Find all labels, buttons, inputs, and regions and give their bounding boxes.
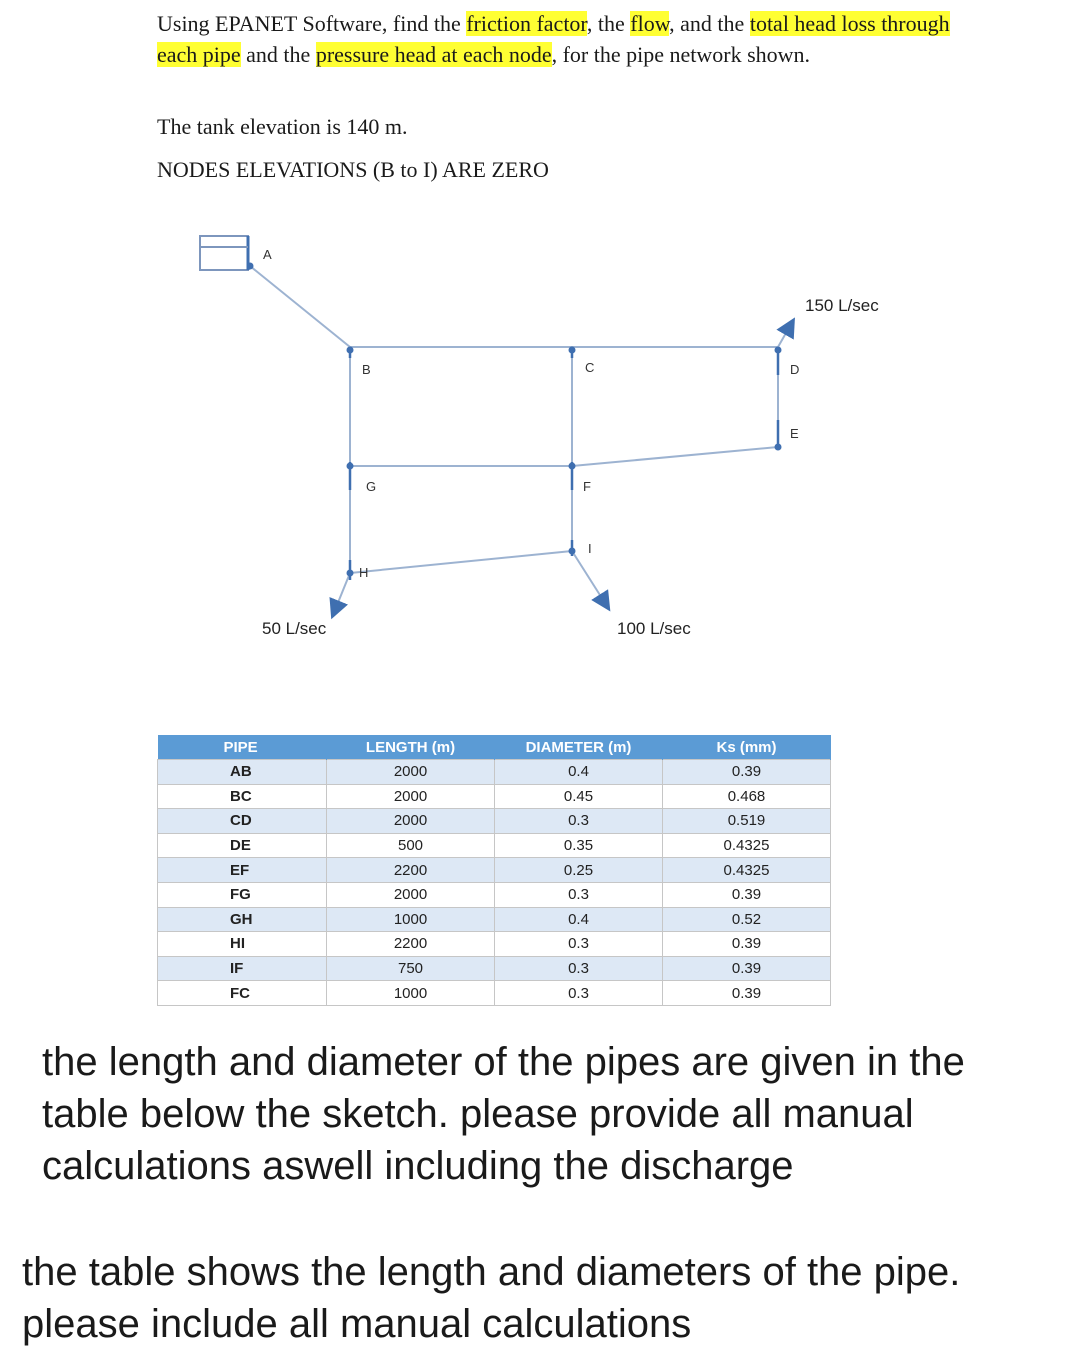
cell-pipe: EF: [158, 858, 327, 883]
label-F: F: [583, 479, 591, 494]
table-row: [158, 882, 831, 907]
cell-length: 2000: [327, 760, 495, 785]
question-part: , and the: [669, 11, 750, 36]
cell-pipe: IF: [158, 956, 327, 981]
cell-ks: 0.4325: [663, 833, 831, 858]
cell-diameter: 0.45: [495, 784, 663, 809]
tank-elevation-text: The tank elevation is 140 m.: [157, 114, 408, 139]
note-table-explanation: the table shows the length and diameters of the pipe. please include all manual calculations: [22, 1250, 961, 1346]
cell-ks: 0.468: [663, 784, 831, 809]
cell-diameter: 0.4: [495, 760, 663, 785]
pipe-HI: [350, 551, 572, 573]
pipe-AB: [250, 266, 350, 347]
cell-pipe: DE: [158, 833, 327, 858]
highlight-flow: flow: [630, 11, 670, 36]
table-row: [158, 907, 831, 932]
cell-diameter: 0.3: [495, 809, 663, 834]
label-B: B: [362, 362, 371, 377]
label-G: G: [366, 479, 377, 494]
cell-length: 2000: [327, 809, 495, 834]
cell-ks: 0.52: [663, 907, 831, 932]
table-row: [158, 809, 831, 834]
label-C: C: [585, 360, 595, 375]
demand-arrow-D: [778, 326, 790, 347]
label-A: A: [263, 247, 272, 262]
note-manual-calculations: the length and diameter of the pipes are given in the table below the sketch. please provide all manual calculations aswell including the discharge: [42, 1040, 965, 1188]
cell-diameter: 0.4: [495, 907, 663, 932]
cell-ks: 0.39: [663, 760, 831, 785]
highlight-head-loss: total head loss through each pipe: [157, 11, 950, 67]
question-part: , the: [586, 11, 631, 36]
highlight-pressure-head: pressure head at each node: [315, 42, 552, 67]
cell-pipe: BC: [158, 784, 327, 809]
question-part: and the: [240, 42, 316, 67]
cell-pipe: FC: [158, 981, 327, 1006]
cell-ks: 0.39: [663, 981, 831, 1006]
header-ks: Ks (mm): [663, 735, 831, 760]
label-E: E: [790, 426, 799, 441]
cell-ks: 0.519: [663, 809, 831, 834]
cell-pipe: CD: [158, 809, 327, 834]
cell-length: 1000: [327, 981, 495, 1006]
cell-length: 500: [327, 833, 495, 858]
table-row: [158, 833, 831, 858]
question-part: , for the pipe network shown.: [551, 42, 811, 67]
cell-diameter: 0.25: [495, 858, 663, 883]
demand-label-I: 100 L/sec: [617, 619, 691, 638]
question-part: Using EPANET Software, find the: [157, 11, 467, 36]
cell-pipe: GH: [158, 907, 327, 932]
cell-ks: 0.39: [663, 956, 831, 981]
demand-label-D: 150 L/sec: [805, 296, 879, 315]
demand-arrow-I: [572, 551, 605, 603]
table-row: [158, 760, 831, 785]
highlight-friction-factor: friction factor: [466, 11, 587, 36]
cell-ks: 0.4325: [663, 858, 831, 883]
nodes-elevation-text: NODES ELEVATIONS (B to I) ARE ZERO: [157, 157, 549, 182]
cell-ks: 0.39: [663, 932, 831, 957]
label-H: H: [359, 565, 369, 580]
demand-label-H: 50 L/sec: [262, 619, 327, 638]
cell-length: 750: [327, 956, 495, 981]
table-header-row: [158, 735, 831, 760]
cell-length: 2000: [327, 882, 495, 907]
pipe-EF: [572, 447, 778, 466]
cell-length: 1000: [327, 907, 495, 932]
cell-ks: 0.39: [663, 882, 831, 907]
cell-length: 2200: [327, 858, 495, 883]
table-row: [158, 956, 831, 981]
table-row: [158, 858, 831, 883]
node-A: [247, 263, 254, 270]
cell-diameter: 0.35: [495, 833, 663, 858]
label-I: I: [588, 541, 592, 556]
table-row: [158, 932, 831, 957]
pipe-data-table: [157, 735, 831, 1006]
label-D: D: [790, 362, 800, 377]
header-diameter: DIAMETER (m): [495, 735, 663, 760]
cell-length: 2200: [327, 932, 495, 957]
reservoir-tank: [200, 236, 248, 270]
header-pipe: PIPE: [158, 735, 327, 760]
table-row: [158, 784, 831, 809]
cell-diameter: 0.3: [495, 882, 663, 907]
table-row: [158, 981, 831, 1006]
cell-diameter: 0.3: [495, 981, 663, 1006]
cell-pipe: HI: [158, 932, 327, 957]
header-length: LENGTH (m): [327, 735, 495, 760]
demand-arrow-H: [335, 573, 350, 610]
cell-pipe: AB: [158, 760, 327, 785]
cell-length: 2000: [327, 784, 495, 809]
cell-pipe: FG: [158, 882, 327, 907]
cell-diameter: 0.3: [495, 932, 663, 957]
cell-diameter: 0.3: [495, 956, 663, 981]
